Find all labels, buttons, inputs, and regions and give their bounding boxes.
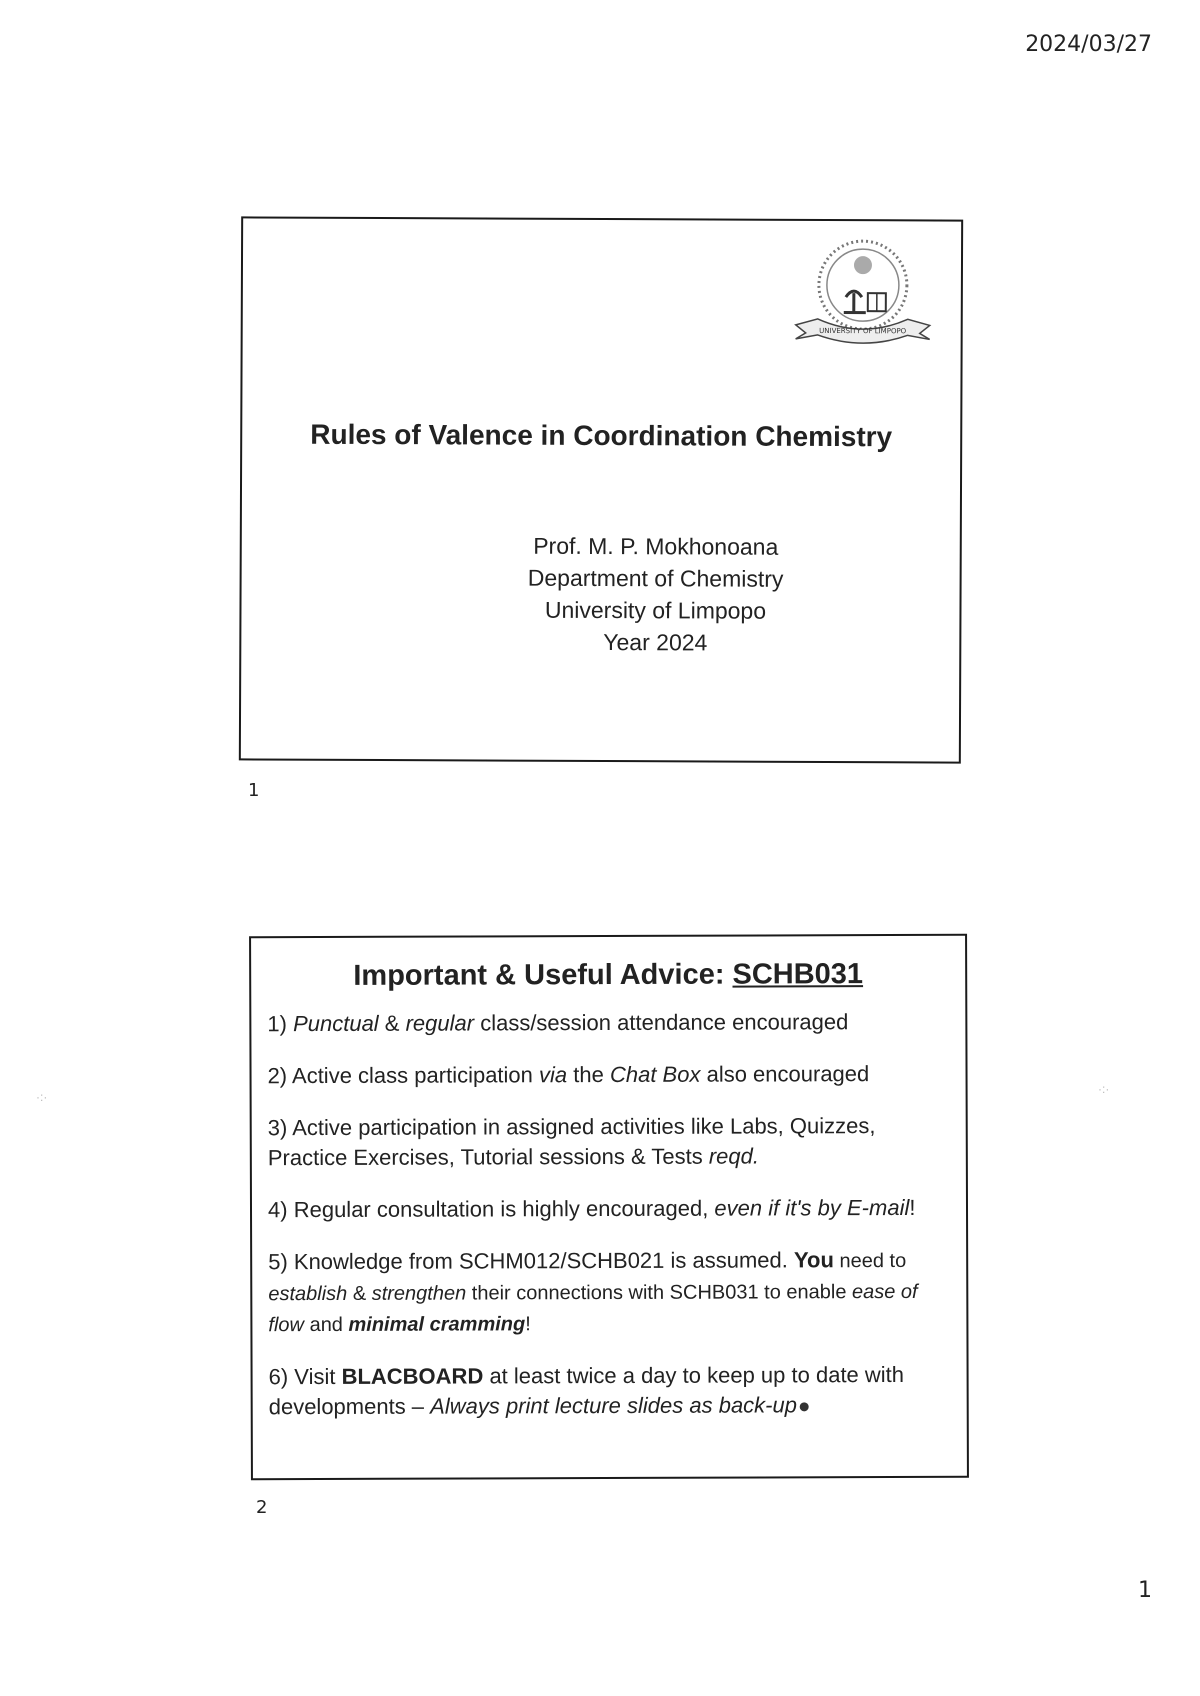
- author-department: Department of Chemistry: [527, 564, 784, 592]
- advice-item-1: [267, 1007, 949, 1039]
- item-text: Knowledge from SCHM012/SCHB021 is assumed.: [287, 1247, 795, 1275]
- item-text: Active participation in assigned activities like Labs, Quizzes, Practice Exercises, Tutorial sessions & Tests: [267, 1113, 876, 1171]
- university-seal-logo: [788, 235, 938, 346]
- item-text: Regular consultation is highly encouraged,: [287, 1195, 715, 1223]
- advice-title: [251, 958, 965, 993]
- advice-item-3: [268, 1111, 950, 1173]
- advice-list: [251, 1007, 966, 1422]
- item-text: Always print lecture slides as back-up: [430, 1392, 798, 1419]
- item-text: strengthen: [371, 1282, 467, 1305]
- item-text: You: [793, 1247, 834, 1273]
- advice-item-2: [267, 1059, 949, 1091]
- item-text: and: [303, 1313, 349, 1337]
- course-code: SCHB031: [732, 958, 864, 991]
- advice-item-6: [269, 1360, 951, 1422]
- item-number: 6): [268, 1364, 289, 1390]
- item-text: Active class participation: [287, 1062, 540, 1089]
- item-text: regular: [405, 1010, 475, 1036]
- item-number: 4): [267, 1197, 288, 1223]
- item-text: at least twice a day to keep up to date with developments –: [268, 1361, 905, 1420]
- item-text: BLACBOARD: [341, 1363, 484, 1389]
- advice-item-4: [268, 1193, 950, 1225]
- item-text: even if it's by E-mail: [714, 1194, 910, 1221]
- item-number: 1): [267, 1011, 287, 1037]
- author-year: Year 2024: [603, 629, 708, 656]
- item-text: the: [567, 1061, 610, 1088]
- item-text: class/session attendance encouraged: [474, 1009, 849, 1036]
- slide-title-text: Rules of Valence in Coordination Chemistry: [310, 418, 893, 453]
- item-number: 5): [268, 1249, 288, 1275]
- item-text: via: [538, 1062, 568, 1088]
- slide-title: [239, 216, 963, 763]
- item-text: need to: [833, 1249, 907, 1273]
- author-name: Prof. M. P. Mokhonoana: [533, 532, 779, 560]
- advice-item-5: [268, 1245, 950, 1340]
- item-text: also encouraged: [700, 1061, 870, 1087]
- item-text: Chat Box: [609, 1061, 701, 1087]
- item-number: 3): [267, 1115, 288, 1141]
- bullet-dot: [800, 1402, 809, 1411]
- author-block: [241, 528, 960, 659]
- svg-text:UNIVERSITY OF LIMPOPO: UNIVERSITY OF LIMPOPO: [819, 326, 907, 336]
- slide-number: 2: [256, 1497, 268, 1518]
- item-text: minimal cramming: [348, 1313, 526, 1336]
- item-text: &: [347, 1282, 372, 1305]
- item-text: establish: [268, 1282, 348, 1306]
- item-text: Punctual: [293, 1010, 379, 1037]
- item-text: reqd.: [708, 1143, 760, 1169]
- item-text: !: [525, 1313, 531, 1336]
- item-text: their connections with SCHB031 to enable: [466, 1281, 853, 1305]
- item-text: ease of flow: [268, 1280, 918, 1337]
- item-text: &: [378, 1010, 406, 1036]
- slide-number: 1: [248, 780, 260, 801]
- page-number: 1: [1138, 1578, 1152, 1603]
- advice-title-text: Important & Useful Advice:: [353, 958, 725, 992]
- item-number: 2): [267, 1063, 288, 1089]
- item-text: Visit: [288, 1363, 342, 1390]
- slide-advice: [249, 934, 969, 1481]
- item-text: !: [909, 1194, 916, 1220]
- scan-speck: ·:·: [36, 1090, 48, 1104]
- author-university: University of Limpopo: [544, 596, 767, 624]
- page-date: 2024/03/27: [1025, 32, 1152, 57]
- scan-speck: ·:·: [1098, 1082, 1110, 1096]
